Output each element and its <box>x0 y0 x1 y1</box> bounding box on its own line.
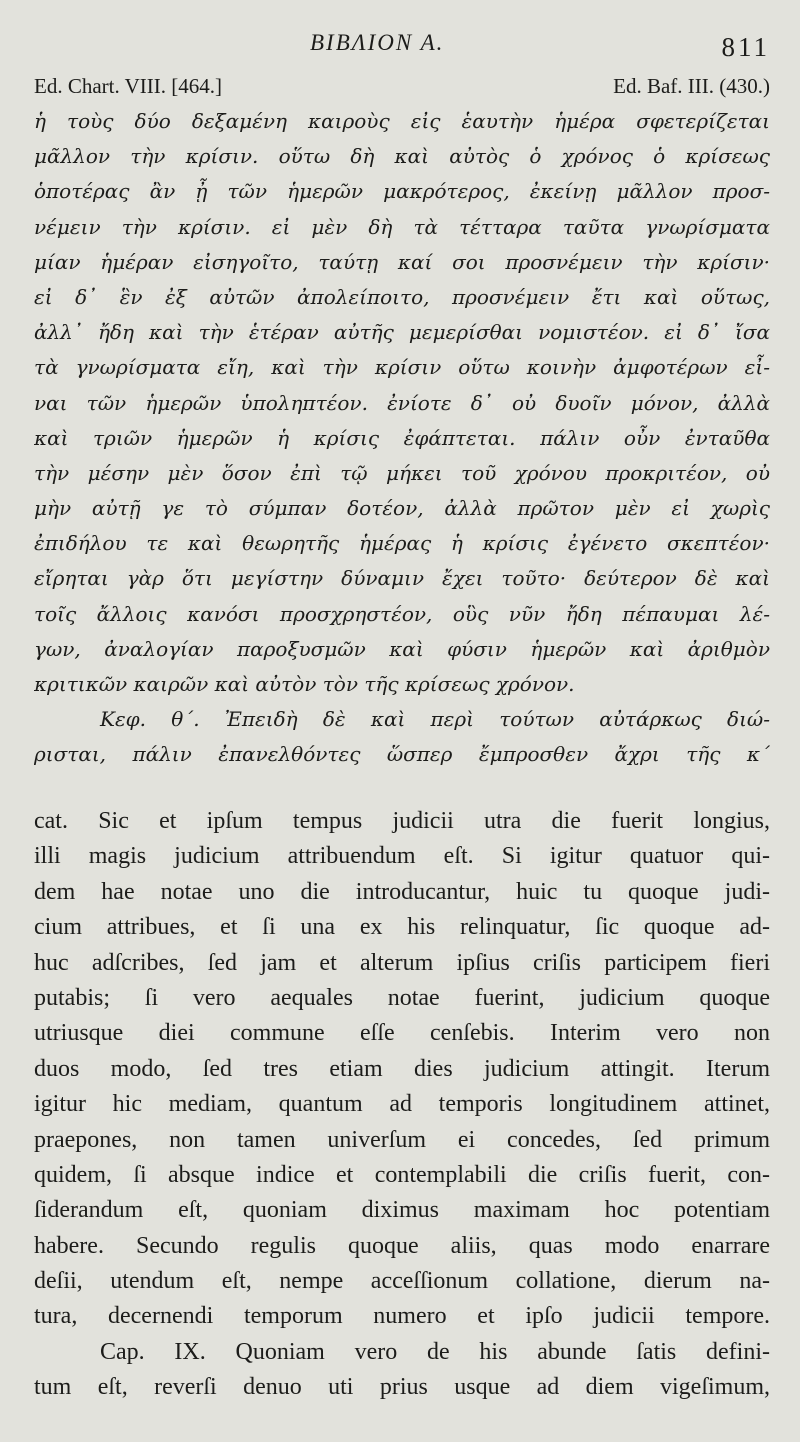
greek-line: τοῖς ἄλλοις κανόσι προσχρηστέον, οὓς νῦν ἤδη πέπαυμαι λέ- <box>34 601 770 626</box>
running-title: ΒΙΒΛΙΟΝ Α. <box>310 30 445 55</box>
greek-chapter-heading-line: Κεφ. θ΄. Ἐπειδὴ δὲ καὶ περὶ τούτων αὐτάρκως διώ- <box>100 707 770 732</box>
greek-line: τὰ γνωρίσματα εἴη, καὶ τὴν κρίσιν οὕτω κοινὴν ἀμφοτέρων εἶ- <box>34 355 770 380</box>
greek-line: ρισται, πάλιν ἐπανελθόντες ὥσπερ ἔμπροσθεν ἄχρι τῆς κ΄ <box>34 742 770 767</box>
latin-chapter-heading-line: Cap. IX. Quoniam vero de his abunde ſatis defini- <box>100 1338 770 1365</box>
greek-line: ὁποτέρας ἂν ᾖ τῶν ἡμερῶν μακρότερος, ἐκείνῃ μᾶλλον προσ- <box>34 179 770 204</box>
running-head <box>0 22 800 62</box>
greek-line: ἀλλ᾽ ἤδη καὶ τὴν ἑτέραν αὐτῆς μεμερίσθαι νομιστέον. εἰ δ᾽ ἴσα <box>34 320 770 345</box>
latin-line: utriusque diei commune eſſe cenſebis. Interim vero non <box>34 1020 770 1047</box>
greek-line: ναι τῶν ἡμερῶν ὑποληπτέον. ἐνίοτε δ᾽ οὐ δυοῖν μόνον, ἀλλὰ <box>34 390 770 415</box>
edition-basel: Ed. Baf. III. (430.) <box>613 74 770 98</box>
greek-line: νέμειν τὴν κρίσιν. εἰ μὲν δὴ τὰ τέτταρα ταῦτα γνωρίσματα <box>34 214 770 239</box>
latin-line: cium attribues, et ſi una ex his relinquatur, ſic quoque ad- <box>34 914 770 941</box>
latin-line: praepones, non tamen univerſum ei concedes, ſed primum <box>34 1126 770 1153</box>
latin-line: ſiderandum eſt, quoniam diximus maximam hoc potentiam <box>34 1197 770 1224</box>
greek-line: εἴρηται γὰρ ὅτι μεγίστην δύναμιν ἔχει τοῦτο· δεύτερον δὲ καὶ <box>34 566 770 591</box>
greek-line: τὴν μέσην μὲν ὅσον ἐπὶ τῷ μήκει τοῦ χρόνου προκριτέον, οὐ <box>34 460 770 485</box>
greek-line: κριτικῶν καιρῶν καὶ αὐτὸν τὸν τῆς κρίσεως χρόνον. <box>34 672 575 696</box>
latin-line: huc adſcribes, ſed jam et alterum ipſius criſis participem fieri <box>34 949 770 976</box>
greek-line: μίαν ἡμέραν εἰσηγοῖτο, ταύτῃ καί σοι προσνέμειν τὴν κρίσιν· <box>34 249 770 274</box>
page-number: 811 <box>721 32 770 62</box>
latin-line: habere. Secundo regulis quoque aliis, quas modo enarrare <box>34 1232 770 1259</box>
latin-line: deſii, utendum eſt, nempe acceſſionum collatione, dierum na- <box>34 1268 770 1295</box>
edition-chartier: Ed. Chart. VIII. [464.] <box>34 74 222 98</box>
latin-line: tum eſt, reverſi denuo uti prius usque ad diem vigeſimum, <box>34 1374 770 1401</box>
latin-line: illi magis judicium attribuendum eſt. Si igitur quatuor qui- <box>34 843 770 870</box>
greek-line: εἰ δ᾽ ἓν ἐξ αὐτῶν ἀπολείποιτο, προσνέμειν ἔτι καὶ οὕτως, <box>34 284 770 309</box>
latin-line: putabis; ſi vero aequales notae fuerint, judicium quoque <box>34 984 770 1011</box>
greek-text-block <box>34 104 770 773</box>
greek-line: ἡ τοὺς δύο δεξαμένη καιροὺς εἰς ἑαυτὴν ἡμέρα σφετερίζεται <box>34 109 770 133</box>
greek-line: μὴν αὐτῇ γε τὸ σύμπαν δοτέον, ἀλλὰ πρῶτον μὲν εἰ χωρὶς <box>34 496 770 521</box>
greek-line: ἐπιδήλου τε καὶ θεωρητῆς ἡμέρας ἡ κρίσις ἐγένετο σκεπτέον· <box>34 531 770 556</box>
latin-line: dem hae notae uno die introducantur, huic tu quoque judi- <box>34 878 770 905</box>
latin-line: duos modo, ſed tres etiam dies judicium attingit. Iterum <box>34 1055 770 1082</box>
greek-line: μᾶλλον τὴν κρίσιν. οὕτω δὴ καὶ αὐτὸς ὁ χρόνος ὁ κρίσεως <box>34 144 770 169</box>
latin-line: igitur hic mediam, quantum ad temporis longitudinem attinet, <box>34 1091 770 1118</box>
edition-references <box>34 74 770 104</box>
latin-text-block <box>34 804 770 1406</box>
latin-line: cat. Sic et ipſum tempus judicii utra die fuerit longius, <box>34 808 770 834</box>
greek-line: γων, ἀναλογίαν παροξυσμῶν καὶ φύσιν ἡμερῶν καὶ ἀριθμὸν <box>34 636 770 661</box>
greek-line: καὶ τριῶν ἡμερῶν ἡ κρίσις ἐφάπτεται. πάλιν οὖν ἐνταῦθα <box>34 425 770 450</box>
latin-line: tura, decernendi temporum numero et ipſo judicii tempore. <box>34 1303 770 1330</box>
latin-line: quidem, ſi absque indice et contemplabili die criſis fuerit, con- <box>34 1161 770 1188</box>
